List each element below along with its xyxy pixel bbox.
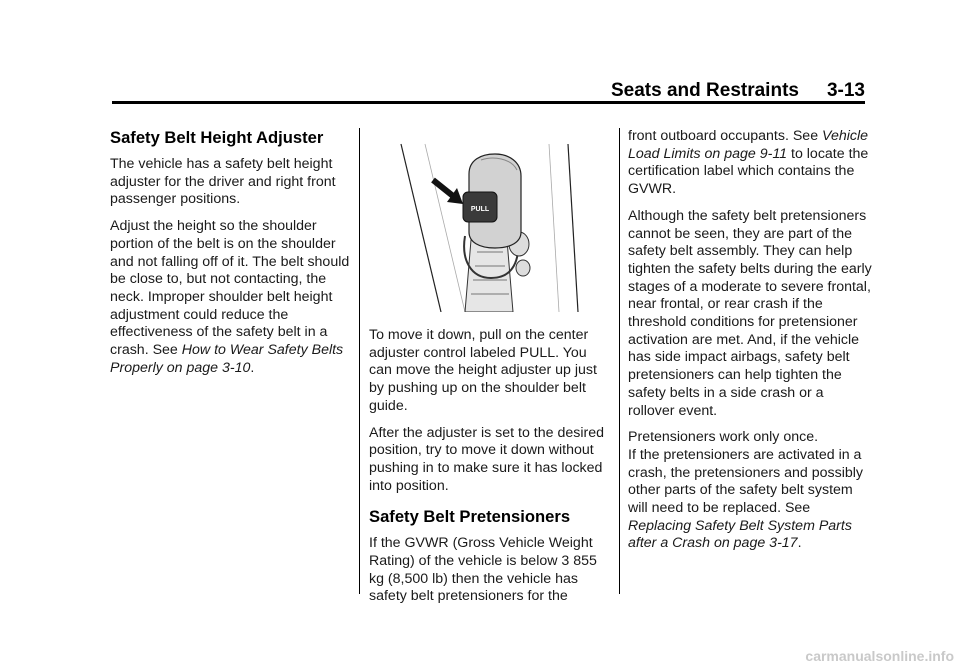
column-divider-left — [359, 128, 360, 594]
paragraph: To move it down, pull on the center adjuster control labeled PULL. You can move the height adjuster up just by pushing up on the shoulder belt guide. — [369, 327, 597, 414]
footer-watermark — [0, 648, 960, 664]
paragraph-text: front outboard occupants. See — [628, 128, 823, 144]
height-adjuster-illustration — [373, 140, 605, 312]
paragraph: Although the safety belt pretensioners cannot be seen, they are part of the safety belt assembly. They can help tighten the safety belts during the early stages of a moderate to severe frontal, near frontal, or rear crash if the threshold conditions for pretensioner activation are met. And, if the vehicle has side impact airbags, safety belt pretensioners can help tighten the safety belts in a side crash or a rollover event. — [628, 207, 872, 419]
section-title: Seats and Restraints — [611, 80, 799, 101]
paragraph-text: Adjust the height so the shoulder portion of the belt is on the shoulder and not falling off of it. The belt should be close to, but not contacting, the neck. Improper shoulder belt height adjustment could reduce the effectiveness of the safety belt in a crash. See — [110, 218, 350, 359]
column-middle — [369, 327, 611, 615]
paragraph-text: . — [250, 359, 255, 376]
cross-reference-link[interactable]: Replacing Safety Belt System Parts after a Crash on page 3-17 — [628, 517, 852, 552]
paragraph: If the GVWR (Gross Vehicle Weight Rating) of the vehicle is below 3 855 kg (8,500 lb) then the vehicle has safety belt pretensioners for the — [369, 535, 597, 605]
column-divider-right — [619, 128, 620, 594]
watermark-text: carmanualsonline.info — [805, 648, 954, 664]
paragraph — [110, 218, 354, 377]
paragraph-text: If the pretensioners are activated in a crash, the pretensioners and possibly other parts of the safety belt system will need to be replaced. See — [628, 446, 864, 517]
page-header — [112, 80, 865, 102]
paragraph — [628, 128, 873, 199]
paragraph: After the adjuster is set to the desired position, try to move it down without pushing in to make sure it has locked into position. — [369, 424, 605, 494]
heading-height-adjuster: Safety Belt Height Adjuster — [110, 128, 324, 147]
paragraph-text: to locate the certification label which contains the GVWR. — [628, 145, 869, 198]
paragraph — [628, 429, 873, 553]
column-left — [110, 128, 354, 386]
page-number: 3-13 — [826, 80, 865, 101]
pull-button-label: PULL — [470, 206, 490, 213]
cross-reference-link[interactable]: Vehicle Load Limits on page 9-11 — [628, 128, 869, 162]
column-right — [628, 128, 873, 562]
header-rule — [112, 101, 865, 104]
paragraph: The vehicle has a safety belt height adjuster for the driver and right front passenger positions. — [110, 156, 336, 208]
paragraph-text: Pretensioners work only once. — [628, 429, 819, 446]
heading-pretensioners: Safety Belt Pretensioners — [369, 507, 571, 527]
paragraph-text: . — [797, 535, 802, 552]
cross-reference-link[interactable]: How to Wear Safety Belts Properly on page 3-10 — [110, 342, 344, 376]
